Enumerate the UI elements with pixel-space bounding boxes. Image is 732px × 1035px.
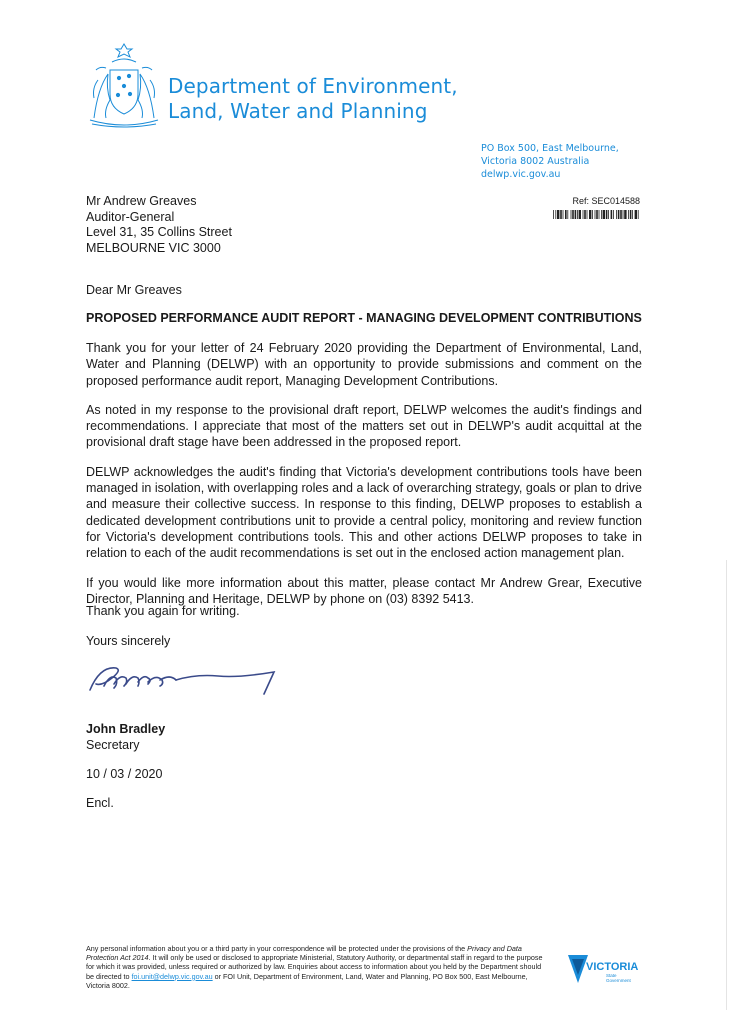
recipient-name: Mr Andrew Greaves <box>86 194 197 208</box>
signatory-name: John Bradley <box>86 722 166 736</box>
logo-line1: State <box>606 973 617 978</box>
barcode <box>553 210 640 219</box>
recipient-city: MELBOURNE VIC 3000 <box>86 240 221 255</box>
address-line2: Victoria 8002 Australia <box>481 156 590 167</box>
privacy-part1: Any personal information about you or a third party in your correspondence will be protected under the provisions of the <box>86 944 468 953</box>
department-name-line2: Land, Water and Planning <box>168 99 428 123</box>
handwritten-signature <box>84 660 284 700</box>
coat-of-arms-icon <box>86 40 162 128</box>
department-website: delwp.vic.gov.au <box>481 169 561 180</box>
body-paragraph-1: Thank you for your letter of 24 February 2020 providing the Department of Environmental, Land, Water and Planning (DELWP) with an opportunity to provide submissions and comment on the proposed performance audit report, Managing Development Contributions. <box>86 341 642 388</box>
foi-email-link[interactable]: foi.unit@delwp.vic.gov.au <box>131 971 213 981</box>
page-edge-shadow <box>726 560 727 1010</box>
closing <box>86 603 240 649</box>
closing-thanks: Thank you again for writing. <box>86 604 240 618</box>
victoria-government-logo <box>566 951 646 987</box>
logo-word: VICTORIA <box>586 961 639 973</box>
letter-date: 10 / 03 / 2020 <box>86 767 163 781</box>
privacy-act-name: Privacy and Data Protection Act 2014 <box>86 944 522 963</box>
recipient-street: Level 31, 35 Collins Street <box>86 225 232 239</box>
letter-body <box>86 340 642 620</box>
privacy-notice <box>86 944 546 990</box>
subject-line: PROPOSED PERFORMANCE AUDIT REPORT - MANAGING DEVELOPMENT CONTRIBUTIONS <box>86 311 642 325</box>
signatory <box>86 722 165 753</box>
recipient-address <box>86 194 232 256</box>
reference-number: Ref: SEC014588 <box>572 196 640 206</box>
department-address <box>481 142 681 181</box>
body-paragraph-2: As noted in my response to the provisional draft report, DELWP welcomes the audit's findings and recommendations. I appreciate that most of the matters set out in DELWP's audit acquittal at the provisional draft stage have been addressed in the proposed report. <box>86 402 642 450</box>
logo-line2: Government <box>606 978 631 983</box>
department-name <box>168 74 498 124</box>
body-paragraph-3: DELWP acknowledges the audit's finding that Victoria's development contributions tools have been managed in isolation, with overlapping roles and a lack of overarching strategy, goals or plan to drive and measure their collective success. In response to this finding, DELWP proposes to establish a dedicated development contributions unit to provide a central policy, monitoring and review function for Victoria's development contributions tools. This and other actions DELWP proposes to take in relation to each of the audit recommendations is set out in the enclosed action management plan. <box>86 464 642 561</box>
body-paragraph-4: If you would like more information about this matter, please contact Mr Andrew Grear, Executive Director, Planning and Heritage, DELWP by phone on (03) 8392 5413. <box>86 575 642 606</box>
signatory-title: Secretary <box>86 737 140 752</box>
privacy-part2: . It will only be used or disclosed to appropriate Ministerial, Statutory Authority, or departmental staff in regard to the purpose for which it was provided, unless required or authorized by law. Enquiries about access to information about you held by the Department should be directed to <box>86 953 543 981</box>
salutation: Dear Mr Greaves <box>86 283 182 297</box>
department-name-line1: Department of Environment, <box>168 74 458 98</box>
privacy-part3: or FOI Unit, Department of Environment, Land, Water and Planning, PO Box 500, East Melbourne, Victoria 8002. <box>86 971 528 990</box>
sign-off: Yours sincerely <box>86 634 171 648</box>
enclosure-note: Encl. <box>86 796 114 810</box>
recipient-title: Auditor-General <box>86 209 175 224</box>
address-line1: PO Box 500, East Melbourne, <box>481 143 619 154</box>
